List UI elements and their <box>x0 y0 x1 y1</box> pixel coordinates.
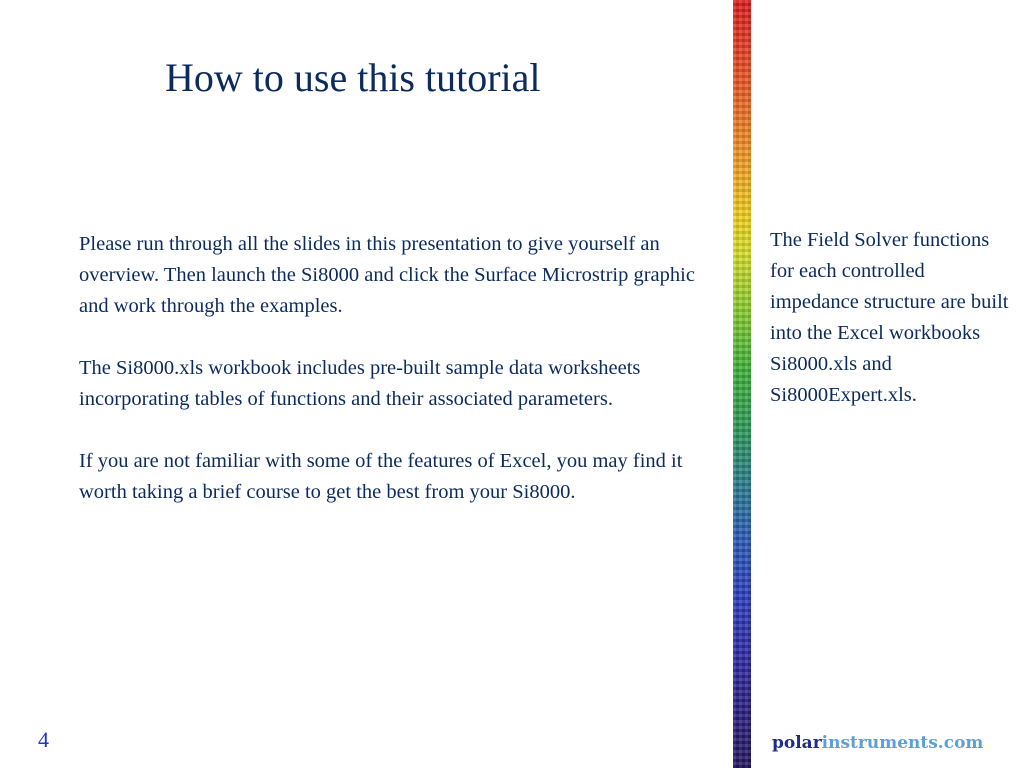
body-paragraph-1: Please run through all the slides in this presentation to give yourself an overview. Then launch the Si8000 and click the Surface Microstrip graphic and work through the examples. <box>79 233 695 317</box>
polar-instruments-logo <box>772 731 983 755</box>
page-number: 4 <box>38 727 49 752</box>
logo-text-polar: polar <box>772 733 822 753</box>
main-body-text <box>79 229 709 539</box>
side-note: The Field Solver functions for each controlled impedance structure are built into the Excel workbooks Si8000.xls and Si8000Expert.xls. <box>770 229 1009 406</box>
body-paragraph-3: If you are not familiar with some of the features of Excel, you may find it worth taking a brief course to get the best from your Si8000. <box>79 450 683 503</box>
body-paragraph-2: The Si8000.xls workbook includes pre-built sample data worksheets incorporating tables of functions and their associated parameters. <box>79 357 641 410</box>
slide-title: How to use this tutorial <box>165 55 541 100</box>
logo-text-instruments: instruments.com <box>821 733 984 753</box>
spectrum-bar-texture <box>733 0 751 768</box>
